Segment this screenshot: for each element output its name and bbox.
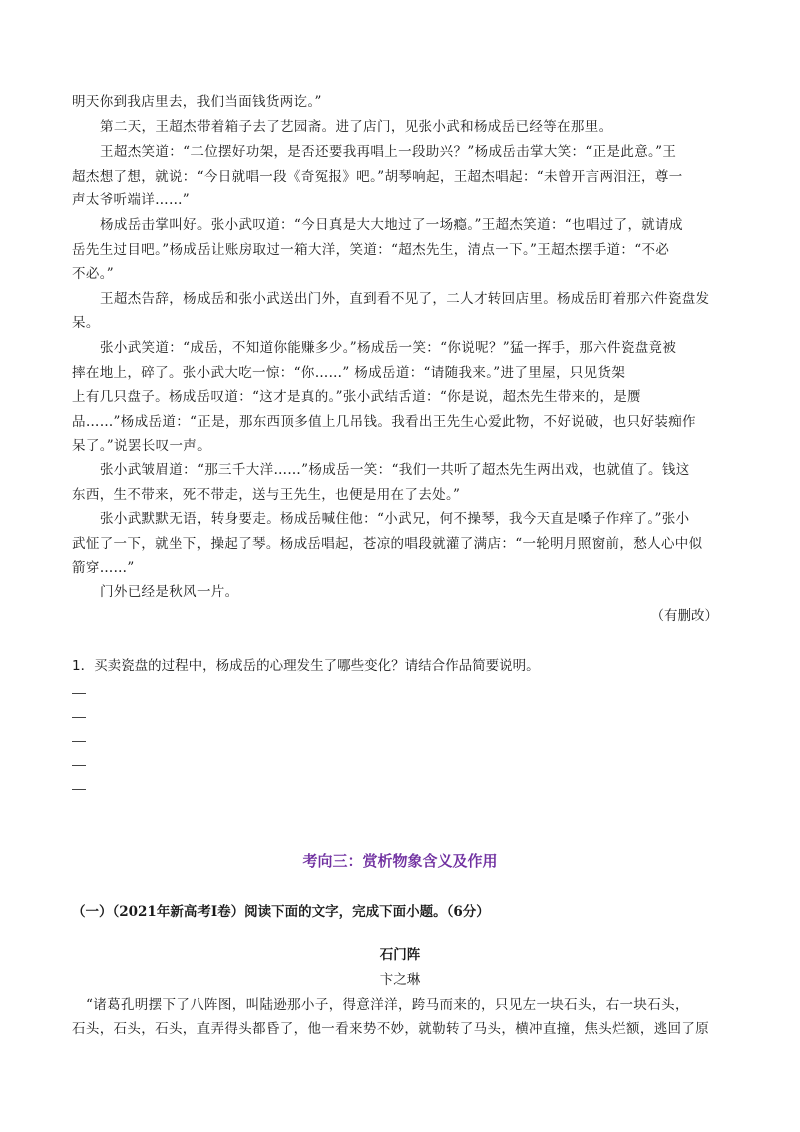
story-line: 呆了。”说罢长叹一声。: [72, 438, 212, 454]
story-line: 不必。”: [72, 266, 115, 282]
article-author: 卞之琳: [379, 972, 421, 988]
story-line: 张小武皱眉道：“那三千大洋……”杨成岳一笑：“我们一共听了超杰先生两出戏，也就值了。钱这: [100, 462, 690, 478]
answer-blank-line[interactable]: [72, 765, 86, 766]
story-line: 张小武笑道：“成岳，不知道你能赚多少。”杨成岳一笑：“你说呢？”猛一挥手，那六件瓷盘竟被: [100, 340, 677, 356]
story-line: 张小武默默无语，转身要走。杨成岳喊住他：“小武兄，何不操琴，我今天直是嗓子作痒了。”张小: [100, 511, 690, 527]
story-line: 第二天，王超杰带着箱子去了艺园斋。进了店门，见张小武和杨成岳已经等在那里。: [100, 119, 613, 135]
story-line: 上有几只盘子。杨成岳叹道：“这才是真的。”张小武结舌道：“你是说，超杰先生带来的，是赝: [72, 389, 642, 405]
answer-blank-line[interactable]: [72, 741, 86, 742]
exam-intro: （一）（2021年新高考Ⅰ卷）阅读下面的文字，完成下面小题。（6分）: [72, 904, 490, 920]
answer-blank-line[interactable]: [72, 717, 86, 718]
story-line: 武怔了一下，就坐下，操起了琴。杨成岳唱起，苍凉的唱段就灌了满店：“一轮明月照窗前，愁人心中似: [72, 536, 703, 552]
story-line: 岳先生过目吧。”杨成岳让账房取过一箱大洋，笑道：“超杰先生，清点一下。”王超杰摆手道：“不必: [72, 242, 670, 258]
story-line: 王超杰笑道：“二位摆好功架，是否还要我再唱上一段助兴？”杨成岳击掌大笑：“正是此意。”王: [100, 144, 677, 160]
story-line: 王超杰告辞，杨成岳和张小武送出门外，直到看不见了，二人才转回店里。杨成岳盯着那六件瓷盘发: [100, 291, 710, 307]
story-line: 品……”杨成岳道：“正是，那东西顶多值上几吊钱。我看出王先生心爱此物，不好说破，也只好装痴作: [72, 414, 696, 430]
source-note: （有删改）: [650, 608, 718, 624]
answer-blank-line[interactable]: [72, 693, 86, 694]
story-line: 东西，生不带来，死不带走，送与王先生，也便是用在了去处。”: [72, 487, 461, 503]
story-line: 杨成岳击掌叫好。张小武叹道：“今日真是大大地过了一场瘾。”王超杰笑道：“也唱过了，就请成: [100, 217, 683, 233]
article-line: “诸葛孔明摆下了八阵图，叫陆逊那小子，得意洋洋，跨马而来的，只见左一块石头，右一块石头，: [86, 997, 689, 1013]
story-line: 门外已经是秋风一片。: [100, 584, 239, 600]
story-line: 明天你到我店里去，我们当面钱货两讫。”: [72, 94, 322, 110]
question-text: 1．买卖瓷盘的过程中，杨成岳的心理发生了哪些变化？请结合作品简要说明。: [72, 658, 540, 674]
article-line: 石头，石头，石头，直弄得头都昏了，他一看来势不妙，就勒转了马头，横冲直撞，焦头烂额，逃回了原: [72, 1021, 710, 1037]
story-line: 超杰想了想，就说：“今日就唱一段《奇冤报》吧。”胡琴响起，王超杰唱起：“未曾开言两泪汪，尊一: [72, 169, 683, 185]
article-title: 石门阵: [379, 947, 421, 963]
story-line: 呆。: [72, 315, 100, 331]
section-heading: 考向三：赏析物象含义及作用: [302, 852, 498, 870]
story-line: 箭穿……”: [72, 560, 135, 576]
answer-blank-line[interactable]: [72, 789, 86, 790]
story-line: 声太爷听端详……”: [72, 192, 191, 208]
story-line: 摔在地上，碎了。张小武大吃一惊：“你……” 杨成岳道：“请随我来。”进了里屋，只见货架: [72, 365, 626, 381]
